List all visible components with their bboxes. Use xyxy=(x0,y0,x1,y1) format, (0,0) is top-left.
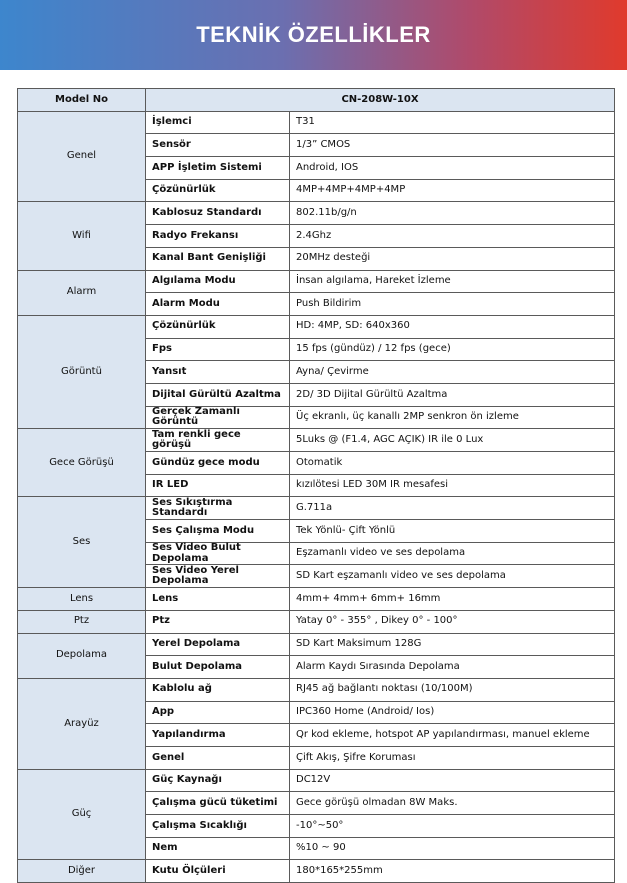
attribute-cell: Ses Sıkıştırma Standardı xyxy=(146,497,290,520)
value-cell: Alarm Kaydı Sırasında Depolama xyxy=(290,656,615,679)
value-cell: kızılötesi LED 30M IR mesafesi xyxy=(290,474,615,497)
value-cell: RJ45 ağ bağlantı noktası (10/100M) xyxy=(290,678,615,701)
attribute-cell: Ses Video Bulut Depolama xyxy=(146,542,290,565)
value-cell: Eşzamanlı video ve ses depolama xyxy=(290,542,615,565)
table-row xyxy=(18,769,615,792)
attribute-cell: Yapılandırma xyxy=(146,724,290,747)
value-cell: DC12V xyxy=(290,769,615,792)
attribute-cell: Ptz xyxy=(146,610,290,633)
attribute-cell: İşlemci xyxy=(146,111,290,134)
value-cell: T31 xyxy=(290,111,615,134)
table-row xyxy=(18,315,615,338)
model-no-label: Model No xyxy=(18,89,146,112)
value-cell: 180*165*255mm xyxy=(290,860,615,883)
value-cell: Çift Akış, Şifre Koruması xyxy=(290,746,615,769)
value-cell: 4mm+ 4mm+ 6mm+ 16mm xyxy=(290,588,615,611)
category-cell: Güç xyxy=(18,769,146,860)
value-cell: %10 ~ 90 xyxy=(290,837,615,860)
attribute-cell: Çalışma Sıcaklığı xyxy=(146,815,290,838)
spec-table-body xyxy=(18,89,615,883)
attribute-cell: Gerçek Zamanlı Görüntü xyxy=(146,406,290,429)
value-cell: Yatay 0° - 355° , Dikey 0° - 100° xyxy=(290,610,615,633)
value-cell: Qr kod ekleme, hotspot AP yapılandırması, manuel ekleme xyxy=(290,724,615,747)
table-row xyxy=(18,588,615,611)
attribute-cell: Kanal Bant Genişliği xyxy=(146,247,290,270)
attribute-cell: Fps xyxy=(146,338,290,361)
value-cell: 1/3” CMOS xyxy=(290,134,615,157)
attribute-cell: Genel xyxy=(146,746,290,769)
value-cell: 15 fps (gündüz) / 12 fps (gece) xyxy=(290,338,615,361)
category-cell: Ptz xyxy=(18,610,146,633)
category-cell: Gece Görüşü xyxy=(18,429,146,497)
table-row xyxy=(18,678,615,701)
table-row xyxy=(18,860,615,883)
category-cell: Arayüz xyxy=(18,678,146,769)
attribute-cell: IR LED xyxy=(146,474,290,497)
table-row xyxy=(18,633,615,656)
attribute-cell: Nem xyxy=(146,837,290,860)
attribute-cell: Yerel Depolama xyxy=(146,633,290,656)
title-banner xyxy=(0,0,627,70)
category-cell: Görüntü xyxy=(18,315,146,428)
value-cell: HD: 4MP, SD: 640x360 xyxy=(290,315,615,338)
attribute-cell: Bulut Depolama xyxy=(146,656,290,679)
model-no-value: CN-208W-10X xyxy=(146,89,615,112)
attribute-cell: Sensör xyxy=(146,134,290,157)
category-cell: Alarm xyxy=(18,270,146,315)
table-row xyxy=(18,202,615,225)
value-cell: Tek Yönlü- Çift Yönlü xyxy=(290,520,615,543)
attribute-cell: Alarm Modu xyxy=(146,293,290,316)
attribute-cell: Kablolu ağ xyxy=(146,678,290,701)
value-cell: 802.11b/g/n xyxy=(290,202,615,225)
value-cell: -10°~50° xyxy=(290,815,615,838)
category-cell: Depolama xyxy=(18,633,146,678)
value-cell: Ayna/ Çevirme xyxy=(290,361,615,384)
attribute-cell: Çalışma gücü tüketimi xyxy=(146,792,290,815)
attribute-cell: Ses Çalışma Modu xyxy=(146,520,290,543)
value-cell: 20MHz desteği xyxy=(290,247,615,270)
value-cell: Otomatik xyxy=(290,452,615,475)
attribute-cell: Kutu Ölçüleri xyxy=(146,860,290,883)
value-cell: 2D/ 3D Dijital Gürültü Azaltma xyxy=(290,383,615,406)
attribute-cell: APP İşletim Sistemi xyxy=(146,157,290,180)
page-title: TEKNİK ÖZELLİKLER xyxy=(196,22,431,47)
category-cell: Diğer xyxy=(18,860,146,883)
attribute-cell: Güç Kaynağı xyxy=(146,769,290,792)
attribute-cell: Kablosuz Standardı xyxy=(146,202,290,225)
attribute-cell: Tam renkli gece görüşü xyxy=(146,429,290,452)
value-cell: SD Kart Maksimum 128G xyxy=(290,633,615,656)
table-row xyxy=(18,497,615,520)
category-cell: Genel xyxy=(18,111,146,202)
attribute-cell: Yansıt xyxy=(146,361,290,384)
table-row xyxy=(18,111,615,134)
value-cell: Push Bildirim xyxy=(290,293,615,316)
value-cell: 5Luks @ (F1.4, AGC AÇIK) IR ile 0 Lux xyxy=(290,429,615,452)
table-row xyxy=(18,429,615,452)
table-row xyxy=(18,270,615,293)
value-cell: G.711a xyxy=(290,497,615,520)
category-cell: Lens xyxy=(18,588,146,611)
table-row xyxy=(18,610,615,633)
attribute-cell: Gündüz gece modu xyxy=(146,452,290,475)
attribute-cell: Çözünürlük xyxy=(146,315,290,338)
value-cell: 2.4Ghz xyxy=(290,225,615,248)
attribute-cell: Algılama Modu xyxy=(146,270,290,293)
value-cell: Android, IOS xyxy=(290,157,615,180)
value-cell: Üç ekranlı, üç kanallı 2MP senkron ön izleme xyxy=(290,406,615,429)
value-cell: SD Kart eşzamanlı video ve ses depolama xyxy=(290,565,615,588)
attribute-cell: Radyo Frekansı xyxy=(146,225,290,248)
value-cell: Gece görüşü olmadan 8W Maks. xyxy=(290,792,615,815)
category-cell: Wifi xyxy=(18,202,146,270)
value-cell: 4MP+4MP+4MP+4MP xyxy=(290,179,615,202)
category-cell: Ses xyxy=(18,497,146,588)
value-cell: İnsan algılama, Hareket İzleme xyxy=(290,270,615,293)
attribute-cell: Ses Video Yerel Depolama xyxy=(146,565,290,588)
attribute-cell: Çözünürlük xyxy=(146,179,290,202)
value-cell: IPC360 Home (Android/ Ios) xyxy=(290,701,615,724)
attribute-cell: Dijital Gürültü Azaltma xyxy=(146,383,290,406)
attribute-cell: App xyxy=(146,701,290,724)
attribute-cell: Lens xyxy=(146,588,290,611)
spec-table xyxy=(17,88,615,883)
table-header-row xyxy=(18,89,615,112)
